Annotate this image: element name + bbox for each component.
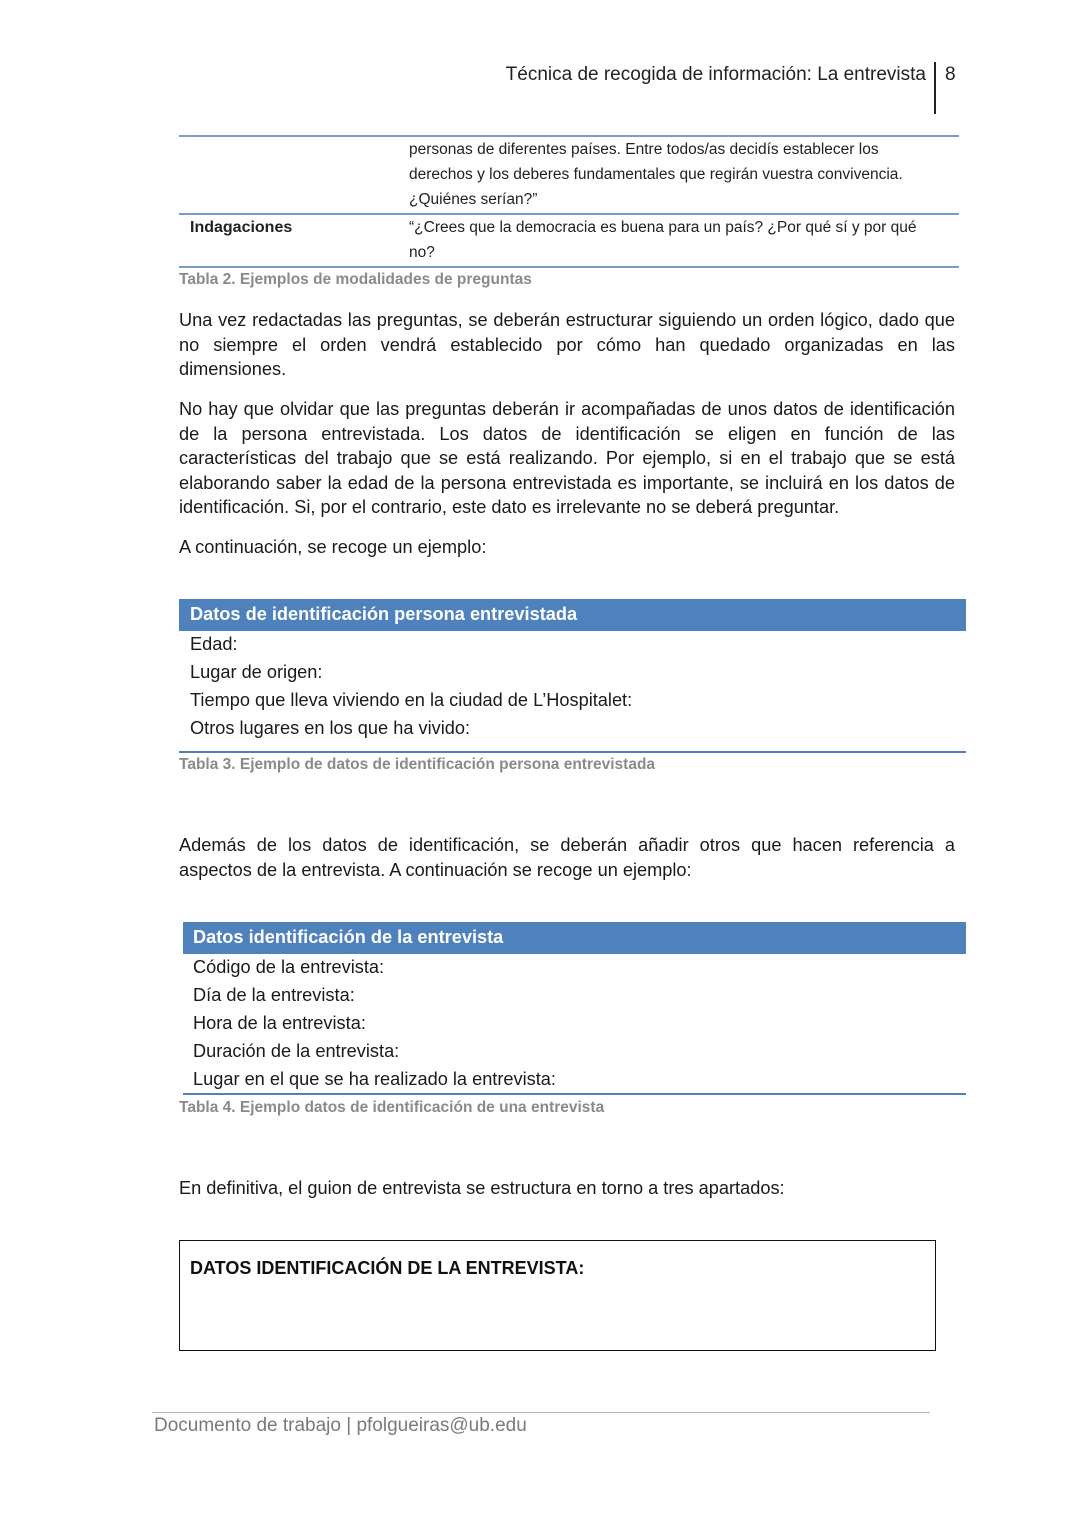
interview-data-box bbox=[179, 1240, 936, 1351]
interview-data-box-title: DATOS IDENTIFICACIÓN DE LA ENTREVISTA: bbox=[190, 1258, 585, 1278]
table4-body bbox=[193, 953, 556, 1093]
table3-body bbox=[190, 630, 632, 742]
table4-row: Día de la entrevista: bbox=[193, 985, 355, 1005]
table2-continuation-cell bbox=[409, 137, 950, 212]
table2-text-line: “¿Crees que la democracia es buena para un país? ¿Por qué sí y por qué bbox=[409, 219, 917, 236]
paragraph-question-order: Una vez redactadas las preguntas, se deberán estructurar siguiendo un orden lógico, dado que no siempre el orden vendrá establecido por cómo han quedado organizadas en las dimensiones. bbox=[179, 310, 955, 379]
footer-divider bbox=[152, 1412, 930, 1413]
paragraph-three-sections: En definitiva, el guion de entrevista se estructura en torno a tres apartados: bbox=[179, 1178, 785, 1198]
table2-text-line: derechos y los deberes fundamentales que regirán vuestra convivencia. bbox=[409, 166, 903, 183]
table4-header: Datos identificación de la entrevista bbox=[183, 922, 966, 954]
table4-bottom-border bbox=[183, 1093, 966, 1095]
table2-text-line: personas de diferentes países. Entre todos/as decidís establecer los bbox=[409, 141, 879, 158]
paragraph-identification-data: No hay que olvidar que las preguntas deberán ir acompañadas de unos datos de identificación de la persona entrevistada. Los datos de identificación se eligen en función de las características del trabajo que se está realizando. Por ejemplo, si en el trabajo que se está elaborando saber la edad de la persona entrevistada es importante, se incluirá en los datos de identificación. Si, por el contrario, este dato es irrelevante no se deberá preguntar. bbox=[179, 399, 955, 517]
table4-caption: Tabla 4. Ejemplo datos de identificación de una entrevista bbox=[179, 1099, 605, 1116]
table2-text-line: ¿Quiénes serían?” bbox=[409, 191, 538, 208]
paragraph-example-intro: A continuación, se recoge un ejemplo: bbox=[179, 537, 487, 557]
header-divider bbox=[934, 62, 936, 114]
page-header-title: Técnica de recogida de información: La entrevista bbox=[505, 64, 926, 85]
table4-row: Código de la entrevista: bbox=[193, 957, 385, 977]
table3-row: Edad: bbox=[190, 634, 238, 654]
table2-caption: Tabla 2. Ejemplos de modalidades de preguntas bbox=[179, 271, 532, 288]
paragraph-interview-aspects: Además de los datos de identificación, se deberán añadir otros que hacen referencia a aspectos de la entrevista. A continuación se recoge un ejemplo: bbox=[179, 835, 955, 880]
table3-caption: Tabla 3. Ejemplo de datos de identificación persona entrevistada bbox=[179, 756, 656, 773]
table3-row: Lugar de origen: bbox=[190, 662, 323, 682]
table2-bottom-border bbox=[179, 266, 959, 268]
table2-text-line: no? bbox=[409, 244, 435, 261]
table2-row-label: Indagaciones bbox=[190, 219, 293, 236]
page-number: 8 bbox=[945, 64, 956, 85]
table3-row: Tiempo que lleva viviendo en la ciudad de L’Hospitalet: bbox=[190, 690, 633, 710]
table2-row-cell bbox=[409, 215, 950, 265]
table3-bottom-border bbox=[179, 751, 966, 753]
table4-row: Duración de la entrevista: bbox=[193, 1041, 400, 1061]
table4-row: Lugar en el que se ha realizado la entrevista: bbox=[193, 1069, 556, 1089]
table4-row: Hora de la entrevista: bbox=[193, 1013, 366, 1033]
table3-row: Otros lugares en los que ha vivido: bbox=[190, 718, 471, 738]
table3-header: Datos de identificación persona entrevistada bbox=[179, 599, 966, 631]
footer-text: Documento de trabajo | pfolgueiras@ub.edu bbox=[154, 1415, 527, 1436]
